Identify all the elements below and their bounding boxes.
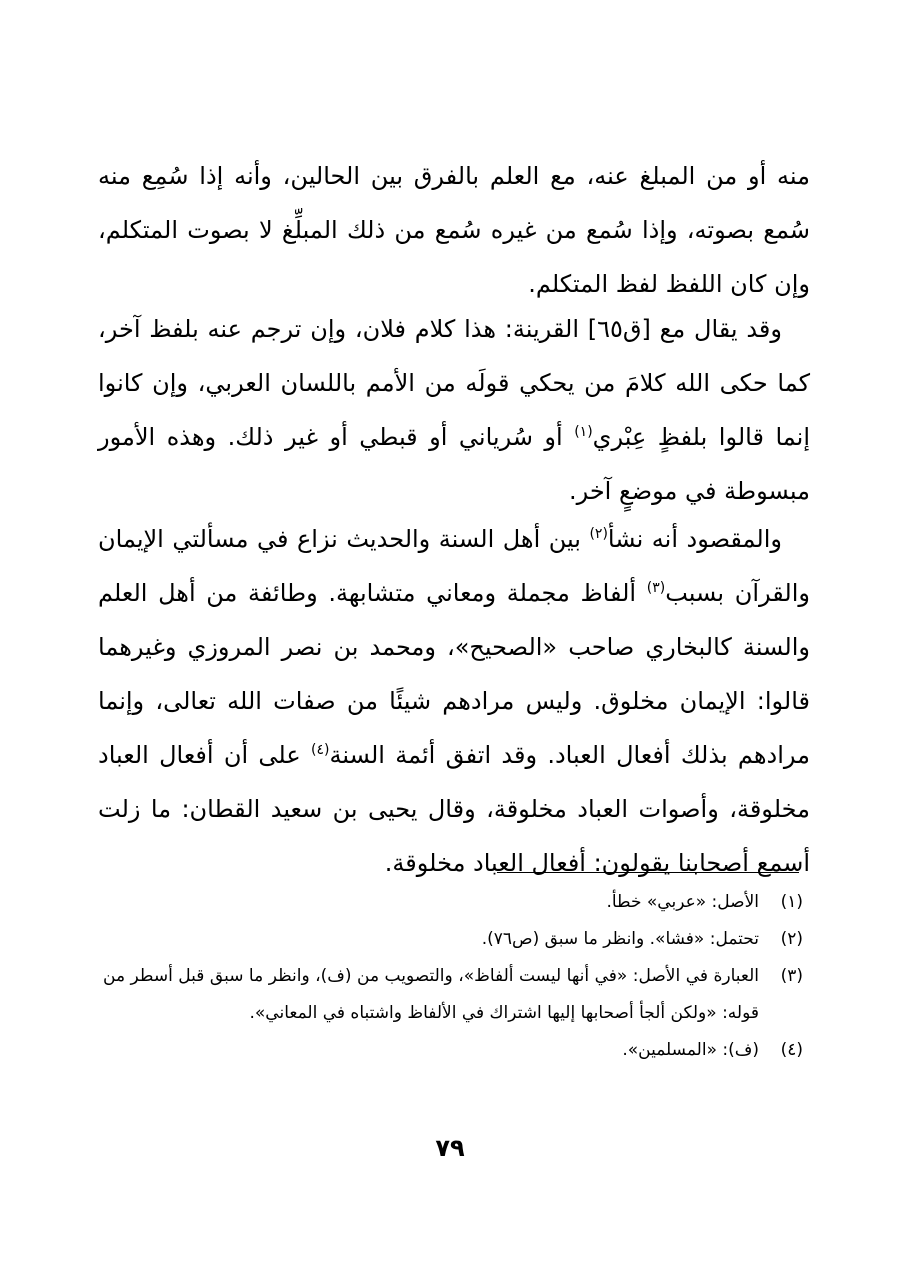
footnote-ref-4[interactable]: (٤) (310, 742, 330, 758)
paragraph-3-text-a: والمقصود أنه نشأ (607, 525, 782, 553)
footnote-2 (103, 921, 803, 958)
paragraph-1 (98, 149, 810, 311)
footnote-text: تحتمل: «فشا». وانظر ما سبق (ص٧٦). (481, 929, 759, 949)
footnotes (103, 884, 803, 1069)
paragraph-3-text-b: بين أهل السنة والحديث نزاع في مسألتي الإيمان والقرآن بسبب (98, 525, 810, 607)
footnote-ref-3[interactable]: (٣) (646, 580, 666, 596)
footnote-1 (103, 884, 803, 921)
footnote-number: (١) (780, 892, 803, 912)
paragraph-1-text: منه أو من المبلغ عنه، مع العلم بالفرق بين الحالين، وأنه إذا سُمِع منه سُمع بصوته، وإذا سُمع من غيره سُمع من ذلك المبلِّغ لا بصوت المتكلم، وإن كان اللفظ لفظ المتكلم. (98, 162, 810, 298)
footnote-text: (ف): «المسلمين». (622, 1040, 759, 1060)
paragraph-2-text-b: أو سُرياني أو قبطي أو غير ذلك. وهذه الأمور مبسوطة في موضعٍ آخر. (98, 423, 810, 505)
footnote-number: (٤) (780, 1040, 803, 1060)
footnote-4 (103, 1032, 803, 1069)
footnote-divider (497, 872, 799, 873)
footnote-ref-1[interactable]: (١) (574, 424, 593, 440)
paragraph-2 (98, 302, 810, 518)
paragraph-2-text-a: وقد يقال مع [ق٦٥] القرينة: هذا كلام فلان، وإن ترجم عنه بلفظ آخر، كما حكى الله كلامَ من يحكي قولَه من الأمم باللسان العربي، وإن كانوا إنما قالوا بلفظٍ عِبْري (98, 315, 810, 451)
footnote-number: (٢) (780, 929, 803, 949)
footnote-text: الأصل: «عربي» خطأ. (606, 892, 759, 912)
footnote-number: (٣) (780, 966, 803, 986)
page-number: ٧٩ (435, 1134, 465, 1162)
paragraph-3-text-d: على أن أفعال العباد مخلوقة، وأصوات العباد مخلوقة، وقال يحيى بن سعيد القطان: ما زلت أسمع أصحابنا يقولون: أفعال العباد مخلوقة. (98, 741, 810, 877)
footnote-ref-2[interactable]: (٢) (589, 526, 608, 542)
paragraph-3-text-c: ألفاظ مجملة ومعاني متشابهة. وطائفة من أهل العلم والسنة كالبخاري صاحب «الصحيح»، ومحمد بن نصر المروزي وغيرهما قالوا: الإيمان مخلوق. وليس مرادهم شيئًا من صفات الله تعالى، وإنما مرادهم بذلك أفعال العباد. وقد اتفق أئمة السنة (98, 579, 810, 769)
footnote-3 (103, 958, 803, 1032)
footnote-text: العبارة في الأصل: «في أنها ليست ألفاظ»، والتصويب من (ف)، وانظر ما سبق قبل أسطر من قوله: «ولكن ألجأ أصحابها إليها اشتراك في الألفاظ واشتباه في المعاني». (103, 966, 759, 1023)
paragraph-3 (98, 512, 810, 890)
